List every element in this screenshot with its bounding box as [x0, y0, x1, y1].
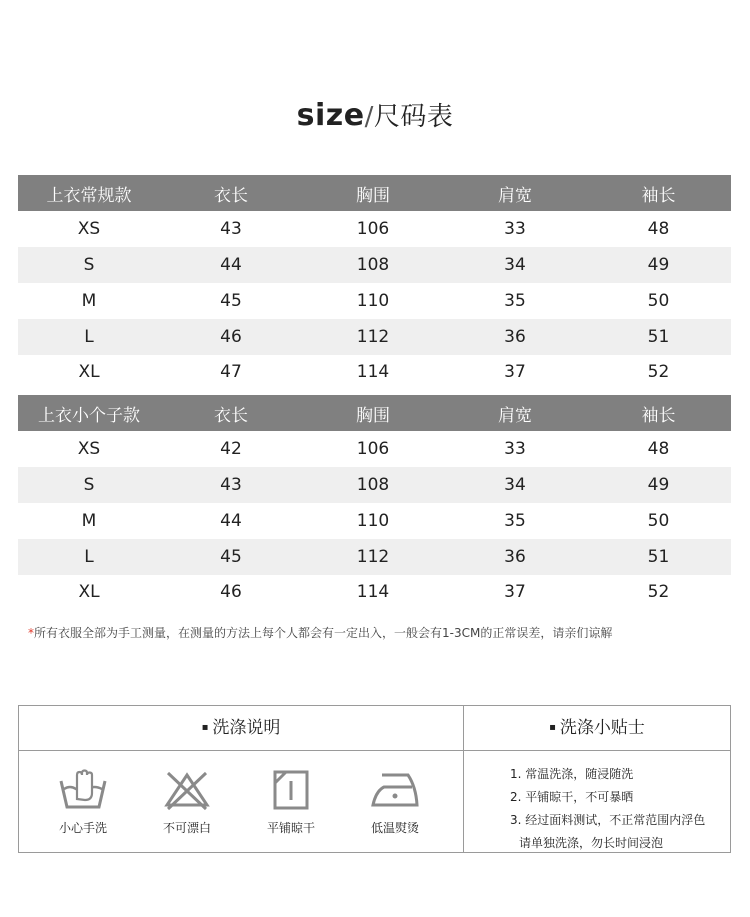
shoulder-cell: 33 — [504, 219, 526, 239]
chest-cell: 112 — [356, 547, 390, 567]
length-cell: 43 — [220, 475, 242, 495]
wash-instructions-panel — [19, 706, 464, 852]
table-row — [18, 355, 731, 389]
length-cell: 45 — [220, 547, 242, 567]
chest-cell: 110 — [356, 291, 390, 311]
sleeve-cell: 49 — [647, 475, 670, 495]
care-item-hand-wash — [31, 769, 135, 836]
care-item-no-bleach — [135, 769, 239, 836]
header-shoulder: 肩宽 — [498, 185, 532, 206]
chest-cell: 108 — [356, 475, 390, 495]
length-cell: 44 — [220, 511, 242, 531]
shoulder-cell: 34 — [504, 475, 526, 495]
no-bleach-icon — [162, 769, 212, 811]
tip-item: 2. 平铺晾干，不可暴晒 — [510, 790, 634, 804]
size-cell: S — [83, 255, 95, 275]
table-row — [18, 467, 731, 503]
header-shoulder: 肩宽 — [498, 405, 532, 426]
shoulder-cell: 36 — [504, 547, 526, 567]
hand-wash-icon — [58, 769, 108, 811]
length-cell: 44 — [220, 255, 242, 275]
sleeve-cell: 50 — [647, 511, 670, 531]
size-cell: XS — [77, 439, 101, 459]
size-table-regular — [18, 175, 731, 389]
size-cell: L — [84, 547, 94, 567]
length-cell: 46 — [220, 582, 242, 602]
chest-cell: 110 — [356, 511, 390, 531]
chest-cell: 108 — [356, 255, 390, 275]
sleeve-cell: 51 — [647, 547, 670, 567]
size-cell: XL — [78, 362, 100, 382]
length-cell: 46 — [220, 327, 242, 347]
wash-instructions-title: 洗涤说明 — [212, 718, 281, 738]
sleeve-cell: 49 — [647, 255, 670, 275]
table-row — [18, 319, 731, 355]
care-instructions-box — [18, 705, 731, 853]
table-row — [18, 247, 731, 283]
tip-item: 请单独洗涤，勿长时间浸泡 — [519, 836, 664, 850]
bullet-icon: ▪ — [549, 722, 556, 733]
size-cell: M — [81, 291, 97, 311]
size-cell: XS — [77, 219, 101, 239]
chest-cell: 106 — [356, 219, 390, 239]
note-text: 所有衣服全部为手工测量，在测量的方法上每个人都会有一定出入，一般会有1-3CM的正常误差，请亲们谅解 — [34, 626, 613, 640]
sleeve-cell: 52 — [647, 362, 670, 382]
size-cell: L — [84, 327, 94, 347]
length-cell: 42 — [220, 439, 242, 459]
table-row — [18, 211, 731, 247]
page-title — [0, 96, 750, 133]
shoulder-cell: 36 — [504, 327, 526, 347]
chest-cell: 114 — [356, 362, 390, 382]
note-asterisk: * — [28, 626, 34, 640]
header-length: 衣长 — [214, 185, 248, 206]
measurement-note — [28, 624, 740, 641]
length-cell: 43 — [220, 219, 242, 239]
title-size-chart: 尺码表 — [373, 102, 454, 132]
shoulder-cell: 37 — [504, 362, 526, 382]
header-length: 衣长 — [214, 405, 248, 426]
size-cell: XL — [78, 582, 100, 602]
wash-tips-panel — [464, 706, 730, 852]
shoulder-cell: 33 — [504, 439, 526, 459]
wash-instructions-header — [19, 706, 463, 751]
shoulder-cell: 34 — [504, 255, 526, 275]
sleeve-cell: 52 — [647, 582, 670, 602]
header-chest: 胸围 — [356, 405, 390, 426]
table-row — [18, 283, 731, 319]
care-label: 小心手洗 — [58, 821, 107, 835]
dry-flat-icon — [266, 769, 316, 811]
title-separator: / — [364, 102, 374, 132]
size-table-petite — [18, 395, 731, 609]
care-item-dry-flat — [239, 769, 343, 836]
table-row — [18, 575, 731, 609]
header-chest: 胸围 — [356, 185, 390, 206]
tip-item: 3. 经过面料测试，不正常范围内浮色 — [510, 813, 706, 827]
wash-tips-header — [464, 706, 730, 751]
table-header-row — [18, 175, 731, 211]
size-cell: S — [83, 475, 95, 495]
care-label: 低温熨烫 — [370, 821, 419, 835]
low-iron-icon — [370, 769, 420, 811]
table-header-row — [18, 395, 731, 431]
length-cell: 47 — [220, 362, 242, 382]
shoulder-cell: 37 — [504, 582, 526, 602]
bullet-icon: ▪ — [201, 722, 209, 733]
shoulder-cell: 35 — [504, 291, 526, 311]
sleeve-cell: 48 — [647, 219, 670, 239]
care-item-low-iron — [343, 769, 447, 836]
table-row — [18, 431, 731, 467]
wash-tips-title: 洗涤小贴士 — [559, 718, 645, 738]
chest-cell: 106 — [356, 439, 390, 459]
table-row — [18, 539, 731, 575]
care-label: 平铺晾干 — [266, 821, 315, 835]
chest-cell: 114 — [356, 582, 390, 602]
care-icons-row — [19, 751, 463, 836]
chest-cell: 112 — [356, 327, 390, 347]
sleeve-cell: 48 — [647, 439, 670, 459]
shoulder-cell: 35 — [504, 511, 526, 531]
tip-item: 1. 常温洗涤，随浸随洗 — [510, 767, 634, 781]
table-row — [18, 503, 731, 539]
size-cell: M — [81, 511, 97, 531]
sleeve-cell: 51 — [647, 327, 670, 347]
length-cell: 45 — [220, 291, 242, 311]
sleeve-cell: 50 — [647, 291, 670, 311]
header-style: 上衣常规款 — [46, 185, 132, 206]
header-sleeve: 袖长 — [641, 185, 676, 206]
wash-tips-list — [464, 751, 730, 855]
header-sleeve: 袖长 — [641, 405, 676, 426]
care-label: 不可漂白 — [162, 821, 211, 835]
title-size: size — [296, 98, 365, 133]
header-style: 上衣小个子款 — [38, 405, 140, 426]
